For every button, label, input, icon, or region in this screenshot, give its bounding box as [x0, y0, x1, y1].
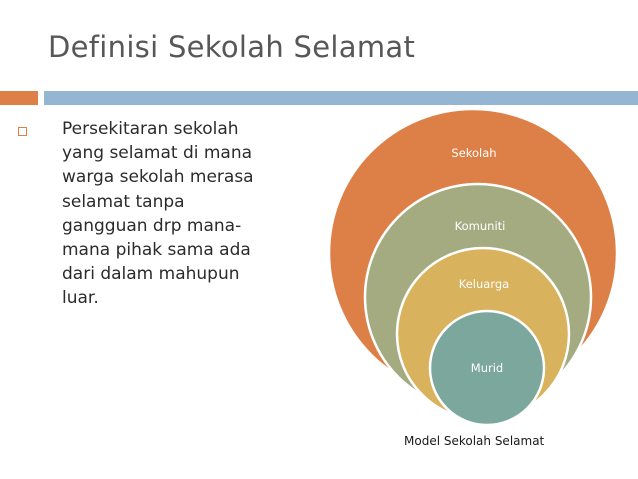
label-komuniti: Komuniti	[454, 219, 506, 233]
slide-title: Definisi Sekolah Selamat	[48, 30, 416, 64]
label-keluarga: Keluarga	[458, 277, 510, 291]
diagram-caption: Model Sekolah Selamat	[404, 434, 545, 448]
label-murid: Murid	[470, 361, 504, 375]
label-sekolah: Sekolah	[451, 146, 497, 160]
bullet-text: Persekitaran sekolah yang selamat di mana warga sekolah merasa selamat tanpa gangguan drp mana-mana pihak sama ada dari dalam mahupun luar.	[62, 119, 254, 309]
